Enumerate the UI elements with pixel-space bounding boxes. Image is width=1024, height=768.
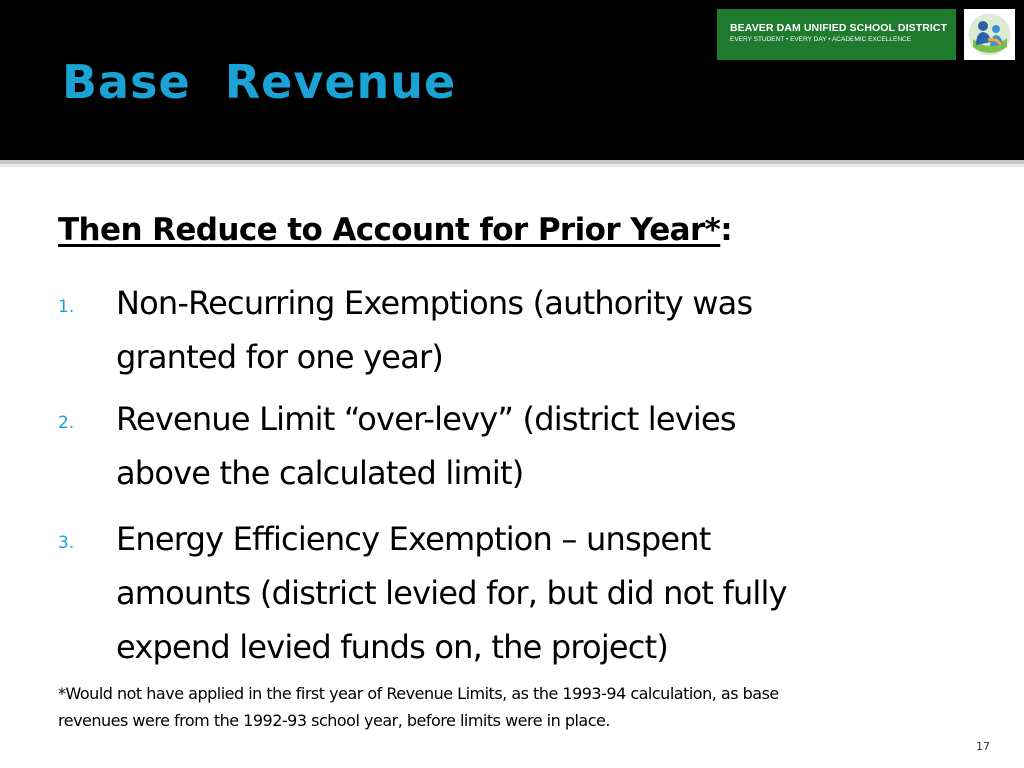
subheading-text: Then Reduce to Account for Prior Year* [58, 212, 721, 248]
list-item-line: Non-Recurring Exemptions (authority was [116, 284, 753, 322]
list-item-number: 3. [58, 533, 75, 553]
subheading [58, 212, 732, 248]
district-motto: EVERY STUDENT • EVERY DAY • ACADEMIC EXCELLENCE [730, 36, 912, 43]
footnote-line: *Would not have applied in the first year of Revenue Limits, as the 1993-94 calculation, as base [58, 684, 779, 703]
list-item-line: Energy Efficiency Exemption – unspent [116, 520, 711, 558]
list-item-line: granted for one year) [116, 338, 444, 376]
district-logo-icon [964, 9, 1015, 60]
subheading-colon: : [720, 212, 733, 248]
footnote-line: revenues were from the 1992-93 school year, before limits were in place. [58, 711, 610, 730]
slide-title: Base Revenue [62, 55, 457, 109]
footnote [58, 680, 779, 734]
list-item-line: amounts (district levied for, but did not fully [116, 574, 787, 612]
district-banner [717, 9, 956, 60]
page-number: 17 [976, 740, 990, 753]
district-name: BEAVER DAM UNIFIED SCHOOL DISTRICT [730, 22, 948, 34]
list-item-number: 1. [58, 297, 75, 317]
list-item-line: expend levied funds on, the project) [116, 628, 669, 666]
list-item-line: above the calculated limit) [116, 454, 524, 492]
header-divider-shadow [0, 164, 1024, 167]
list-item-number: 2. [58, 413, 75, 433]
list-item-line: Revenue Limit “over-levy” (district levies [116, 400, 736, 438]
